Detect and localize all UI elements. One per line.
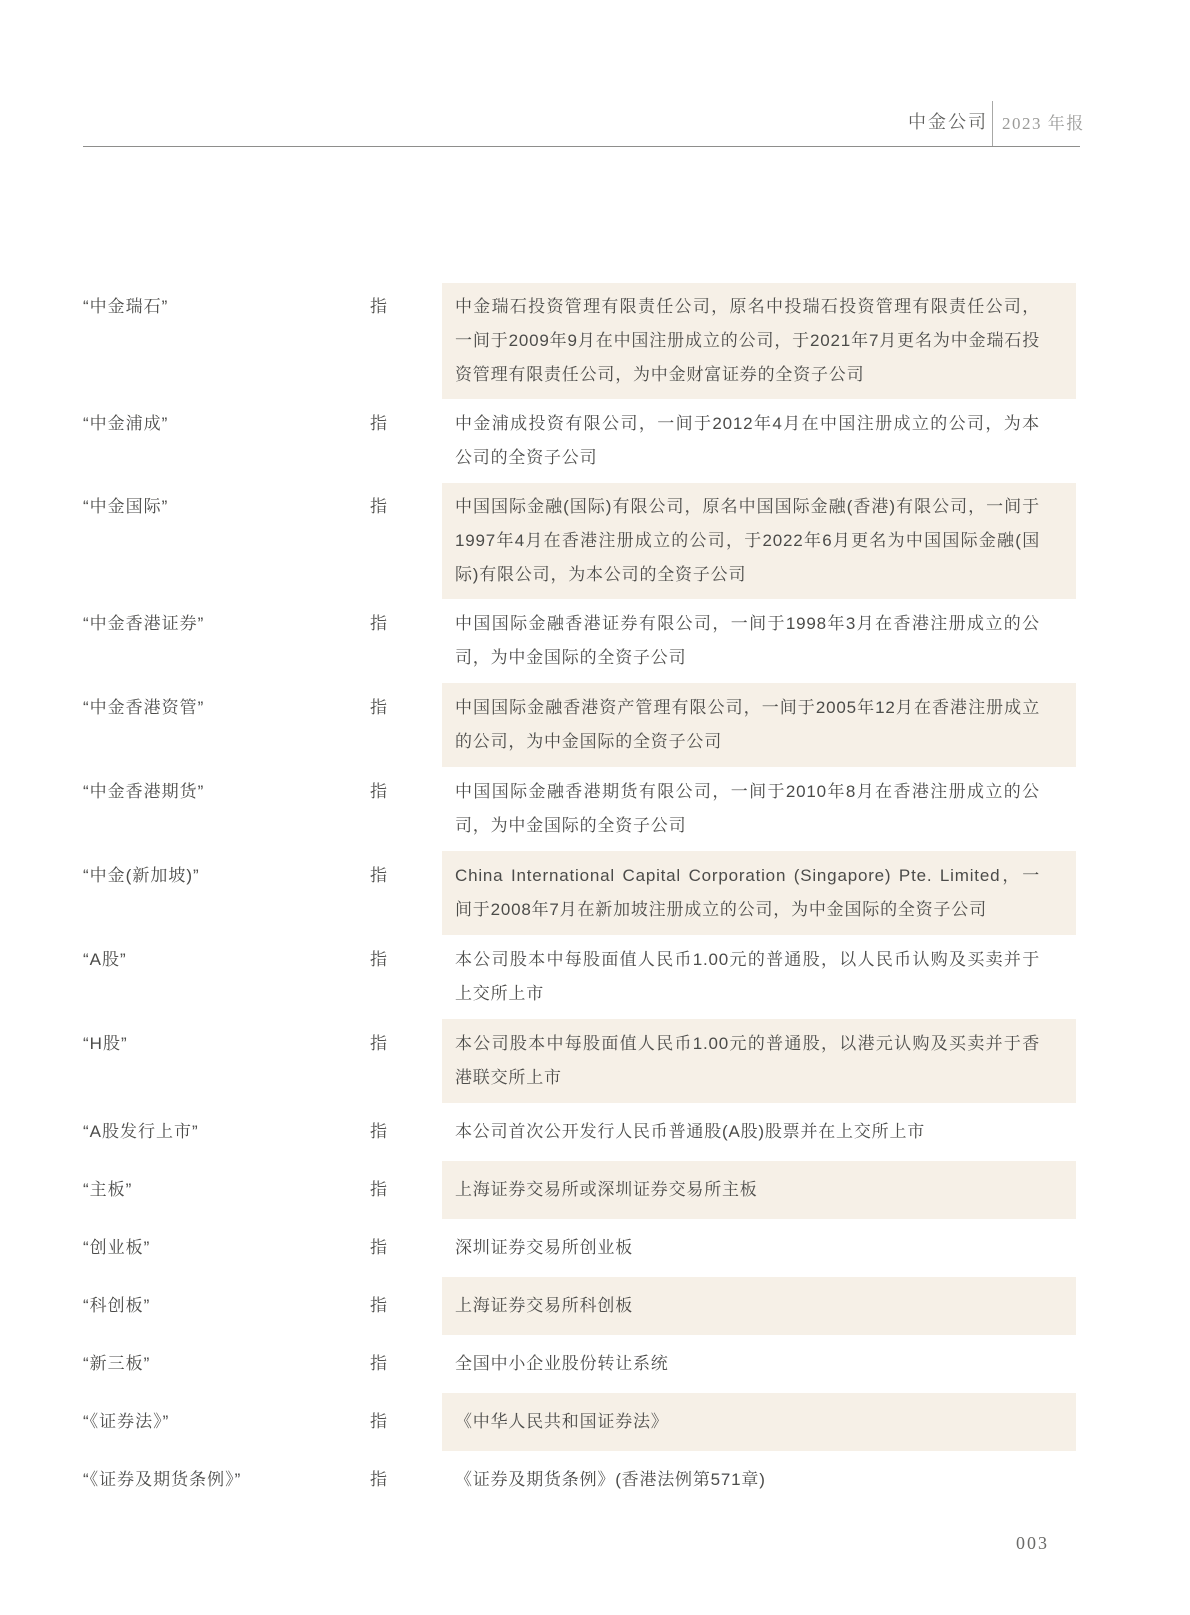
definition-cell: 全国中小企业股份转让系统 (455, 1354, 669, 1373)
pointer-label: 指 (370, 866, 388, 885)
glossary-row (83, 1161, 1076, 1219)
definition-cell: 《中华人民共和国证券法》 (442, 1393, 1076, 1451)
term-cell: “H股” (83, 1034, 128, 1053)
pointer-label: 指 (370, 782, 388, 801)
term-cell: “《证券及期货条例》” (83, 1470, 242, 1489)
term-cell: “中金香港资管” (83, 698, 205, 717)
pointer-label: 指 (370, 414, 388, 433)
glossary-row (83, 1103, 1076, 1161)
glossary-row (83, 851, 1076, 935)
pointer-label: 指 (370, 1238, 388, 1257)
glossary-row (83, 1219, 1076, 1277)
definition-cell: 上海证券交易所或深圳证券交易所主板 (442, 1161, 1076, 1219)
pointer-label: 指 (370, 1034, 388, 1053)
definition-cell: 中国国际金融香港证券有限公司，一间于1998年3月在香港注册成立的公司，为中金国际的全资子公司 (455, 614, 1040, 667)
glossary-row (83, 283, 1076, 399)
term-cell: “A股” (83, 950, 127, 969)
definition-cell: 本公司股本中每股面值人民币1.00元的普通股，以人民币认购及买卖并于上交所上市 (455, 950, 1040, 1003)
term-cell: “中金(新加坡)” (83, 866, 200, 885)
glossary-row (83, 767, 1076, 851)
definition-cell: 《证券及期货条例》(香港法例第571章) (455, 1470, 766, 1489)
term-cell: “A股发行上市” (83, 1122, 199, 1141)
pointer-label: 指 (370, 497, 388, 516)
glossary-row (83, 1451, 1076, 1509)
term-cell: “中金香港期货” (83, 782, 205, 801)
pointer-label: 指 (370, 297, 388, 316)
header-report-edition: 2023 年报 (1002, 114, 1085, 133)
term-cell: “中金浦成” (83, 414, 169, 433)
definition-cell: 中国国际金融(国际)有限公司，原名中国国际金融(香港)有限公司，一间于1997年4月在香港注册成立的公司，于2022年6月更名为中国国际金融(国际)有限公司，为本公司的全资子公司 (442, 483, 1076, 599)
definition-cell: 中金瑞石投资管理有限责任公司，原名中投瑞石投资管理有限责任公司，一间于2009年9月在中国注册成立的公司，于2021年7月更名为中金瑞石投资管理有限责任公司，为中金财富证券的全资子公司 (442, 283, 1076, 399)
glossary-row (83, 399, 1076, 483)
pointer-label: 指 (370, 1354, 388, 1373)
pointer-label: 指 (370, 1470, 388, 1489)
term-cell: “新三板” (83, 1354, 151, 1373)
definition-cell: 本公司股本中每股面值人民币1.00元的普通股，以港元认购及买卖并于香港联交所上市 (442, 1019, 1076, 1103)
pointer-label: 指 (370, 1296, 388, 1315)
pointer-label: 指 (370, 1180, 388, 1199)
glossary-row (83, 483, 1076, 599)
definition-cell: 中国国际金融香港期货有限公司，一间于2010年8月在香港注册成立的公司，为中金国际的全资子公司 (455, 782, 1040, 835)
pointer-label: 指 (370, 1412, 388, 1431)
pointer-label: 指 (370, 698, 388, 717)
glossary-row (83, 1335, 1076, 1393)
definition-cell: 上海证券交易所科创板 (442, 1277, 1076, 1335)
pointer-label: 指 (370, 614, 388, 633)
page-number: 003 (1016, 1533, 1049, 1553)
term-cell: “中金香港证券” (83, 614, 205, 633)
definition-cell: 深圳证券交易所创业板 (455, 1238, 633, 1257)
glossary-row (83, 935, 1076, 1019)
glossary-row (83, 599, 1076, 683)
header-rule (83, 146, 1080, 147)
pointer-label: 指 (370, 950, 388, 969)
pointer-label: 指 (370, 1122, 388, 1141)
term-cell: “科创板” (83, 1296, 151, 1315)
glossary-row (83, 1393, 1076, 1451)
header-divider (992, 101, 993, 146)
glossary-row (83, 1019, 1076, 1103)
definition-cell: 中金浦成投资有限公司，一间于2012年4月在中国注册成立的公司，为本公司的全资子公司 (455, 414, 1040, 467)
term-cell: “创业板” (83, 1238, 151, 1257)
definition-cell: China International Capital Corporation (Singapore) Pte. Limited，一间于2008年7月在新加坡注册成立的公司，为中金国际的全资子公司 (442, 851, 1076, 935)
definition-cell: 中国国际金融香港资产管理有限公司，一间于2005年12月在香港注册成立的公司，为中金国际的全资子公司 (442, 683, 1076, 767)
glossary-list (83, 283, 1076, 1509)
header-company-name: 中金公司 (908, 112, 988, 132)
term-cell: “《证券法》” (83, 1412, 170, 1431)
term-cell: “主板” (83, 1180, 133, 1199)
glossary-row (83, 683, 1076, 767)
term-cell: “中金瑞石” (83, 297, 169, 316)
definition-cell: 本公司首次公开发行人民币普通股(A股)股票并在上交所上市 (455, 1122, 926, 1141)
term-cell: “中金国际” (83, 497, 169, 516)
glossary-row (83, 1277, 1076, 1335)
